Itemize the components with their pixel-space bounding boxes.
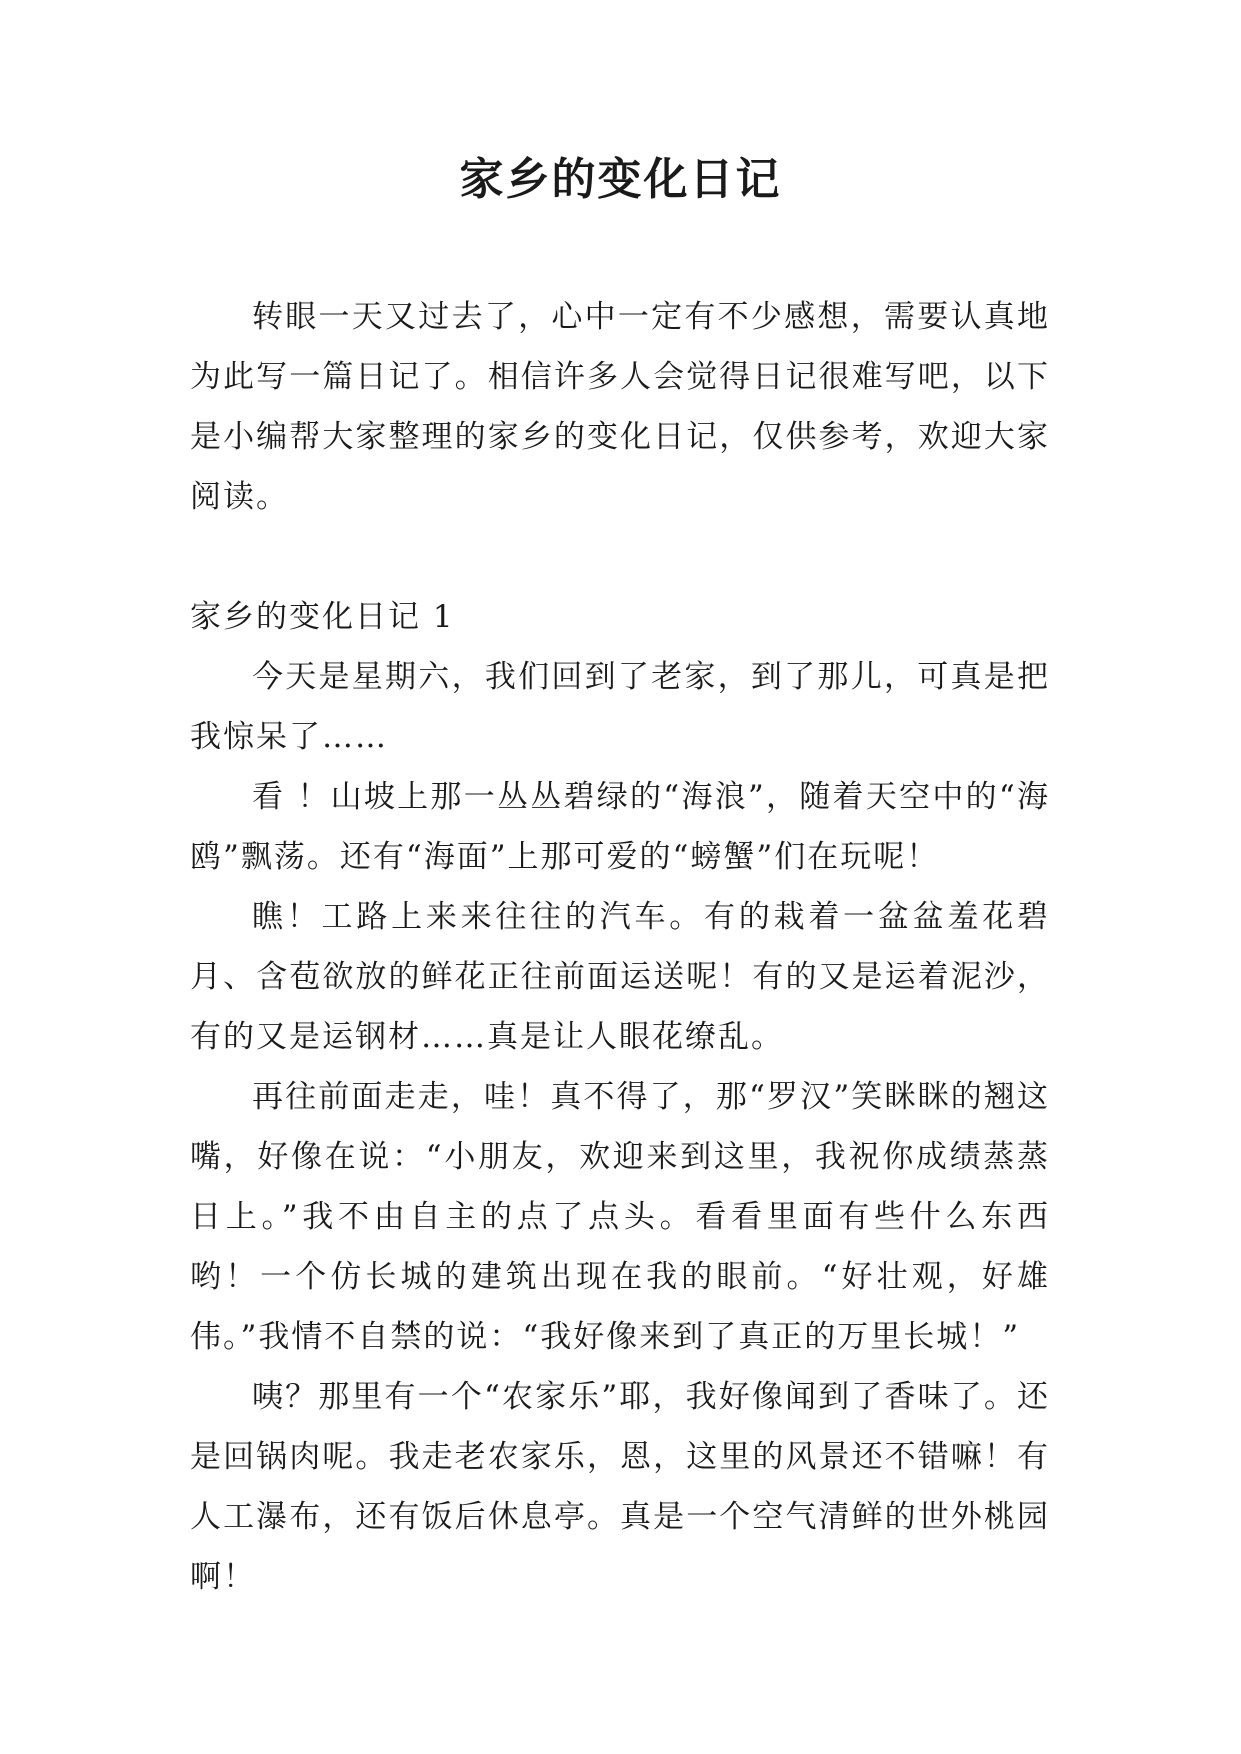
body-paragraph: 再往前面走走，哇！真不得了，那“罗汉”笑眯眯的翘这嘴，好像在说：“小朋友，欢迎来到这里，我祝你成绩蒸蒸日上。”我不由自主的点了点头。看看里面有些什么东西哟！一个仿长城的建筑出现在我的眼前。“好壮观，好雄伟。”我情不自禁的说：“我好像来到了真正的万里长城！”: [190, 1079, 1050, 1355]
document-title: 家乡的变化日记: [459, 154, 782, 205]
section-spacer: [190, 527, 1050, 587]
body-paragraph: 看 ！山坡上那一丛丛碧绿的“海浪”，随着天空中的“海鸥”飘荡。还有“海面”上那可爱的“螃蟹”们在玩呢！: [190, 779, 1050, 875]
body-paragraph: 瞧！工路上来来往往的汽车。有的栽着一盆盆羞花碧月、含苞欲放的鲜花正往前面运送呢！有的又是运着泥沙，有的又是运钢材……真是让人眼花缭乱。: [190, 899, 1050, 1055]
body-paragraph: 今天是星期六，我们回到了老家，到了那儿，可真是把我惊呆了……: [190, 659, 1050, 755]
body-paragraph: 咦？那里有一个“农家乐”耶，我好像闻到了香味了。还是回锅肉呢。我走老农家乐，恩，这里的风景还不错嘛！有人工瀑布，还有饭后休息亭。真是一个空气清鲜的世外桃园啊！: [190, 1379, 1050, 1595]
section-heading: 家乡的变化日记 1: [190, 599, 455, 635]
intro-paragraph: 转眼一天又过去了，心中一定有不少感想，需要认真地为此写一篇日记了。相信许多人会觉得日记很难写吧，以下是小编帮大家整理的家乡的变化日记，仅供参考，欢迎大家阅读。: [190, 299, 1050, 515]
document-body: [190, 287, 1050, 1607]
